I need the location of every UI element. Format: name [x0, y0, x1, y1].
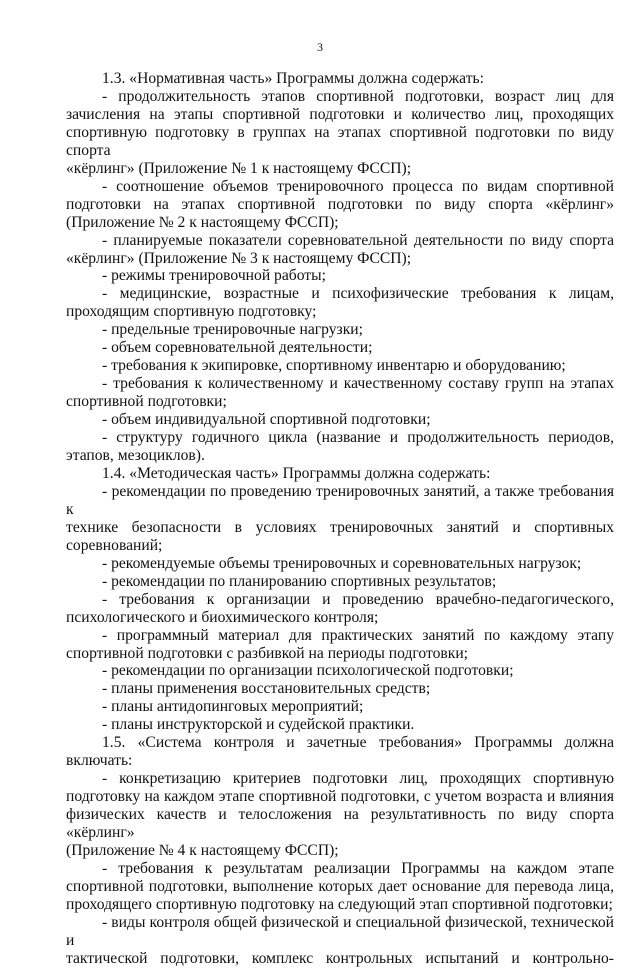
- paragraph-line: спортивной подготовки;: [66, 393, 227, 411]
- paragraph-line: - планы антидопинговых мероприятий;: [102, 698, 364, 716]
- paragraph-line: психологического и биохимического контроля;: [66, 608, 379, 626]
- paragraph-line: физических качеств и телосложения на результативность по виду спорта «кёрлинг»: [66, 806, 614, 842]
- paragraph-line: проходящего спортивную подготовку на следующий этап спортивной подготовки;: [66, 895, 613, 913]
- paragraph-line: - программный материал для практических занятий по каждому этапу: [102, 626, 614, 644]
- paragraph-line: 1.4. «Методическая часть» Программы должна содержать:: [102, 464, 491, 482]
- paragraph-line: - рекомендации по организации психологической подготовки;: [102, 662, 514, 680]
- paragraph-line: спортивной подготовки с разбивкой на периоды подготовки;: [66, 644, 469, 662]
- paragraph-line: - требования к результатам реализации Программы на каждом этапе: [102, 859, 614, 877]
- paragraph-line: спортивную подготовку в группах на этапах спортивной подготовки по виду спорта: [66, 123, 614, 159]
- paragraph-line: - структуру годичного цикла (название и продолжительность периодов,: [102, 429, 614, 447]
- paragraph-line: этапов, мезоциклов).: [66, 447, 205, 465]
- paragraph-line: тактической подготовки, комплекс контрольных испытаний и контрольно-: [66, 949, 614, 967]
- paragraph-line: - объем индивидуальной спортивной подготовки;: [102, 411, 431, 429]
- paragraph-line: зачисления на этапы спортивной подготовки и количество лиц, проходящих: [66, 105, 614, 123]
- paragraph-line: - планы инструкторской и судейской практики.: [102, 716, 415, 734]
- paragraph-line: - режимы тренировочной работы;: [102, 267, 326, 285]
- paragraph-line: (Приложение № 4 к настоящему ФССП);: [66, 841, 339, 859]
- paragraph-line: - объем соревновательной деятельности;: [102, 339, 373, 357]
- paragraph-line: «кёрлинг» (Приложение № 1 к настоящему ФССП);: [66, 159, 412, 177]
- paragraph-line: - планируемые показатели соревновательной деятельности по виду спорта: [102, 231, 614, 249]
- paragraph-line: - медицинские, возрастные и психофизические требования к лицам,: [102, 285, 614, 303]
- paragraph-line: 1.3. «Нормативная часть» Программы должна содержать:: [102, 70, 484, 87]
- paragraph-line: - рекомендации по проведению тренировочных занятий, а также требования к: [66, 482, 614, 518]
- document-body: [66, 70, 614, 968]
- paragraph-line: проходящим спортивную подготовку;: [66, 303, 317, 321]
- paragraph-line: 1.5. «Система контроля и зачетные требования» Программы должна включать:: [66, 734, 614, 770]
- paragraph-line: соревнований;: [66, 536, 163, 554]
- page-number: 3: [317, 40, 323, 54]
- paragraph-line: - планы применения восстановительных средств;: [102, 680, 431, 698]
- paragraph-line: (Приложение № 2 к настоящему ФССП);: [66, 213, 339, 231]
- paragraph-line: - конкретизацию критериев подготовки лиц, проходящих спортивную: [102, 770, 614, 788]
- paragraph-line: технике безопасности в условиях тренировочных занятий и спортивных: [66, 518, 614, 536]
- paragraph-line: - соотношение объемов тренировочного процесса по видам спортивной: [102, 177, 614, 195]
- paragraph-line: - требования к количественному и качественному составу групп на этапах: [102, 375, 614, 393]
- paragraph-line: - рекомендации по планированию спортивных результатов;: [102, 572, 497, 590]
- paragraph-line: - продолжительность этапов спортивной подготовки, возраст лиц для: [102, 87, 614, 105]
- paragraph-line: спортивной подготовки, выполнение которых дает основание для перевода лица,: [66, 877, 614, 895]
- paragraph-line: - виды контроля общей физической и специальной физической, технической и: [66, 913, 614, 949]
- paragraph-line: - предельные тренировочные нагрузки;: [102, 321, 363, 339]
- paragraph-line: - требования к экипировке, спортивному инвентарю и оборудованию;: [102, 357, 566, 375]
- paragraph-line: «кёрлинг» (Приложение № 3 к настоящему ФССП);: [66, 249, 412, 267]
- paragraph-line: подготовку на каждом этапе спортивной подготовки, с учетом возраста и влияния: [66, 788, 614, 806]
- paragraph-line: - требования к организации и проведению врачебно-педагогического,: [102, 590, 614, 608]
- paragraph-line: подготовки на этапах спортивной подготовки по виду спорта «кёрлинг»: [66, 195, 614, 213]
- paragraph-line: - рекомендуемые объемы тренировочных и соревновательных нагрузок;: [102, 554, 582, 572]
